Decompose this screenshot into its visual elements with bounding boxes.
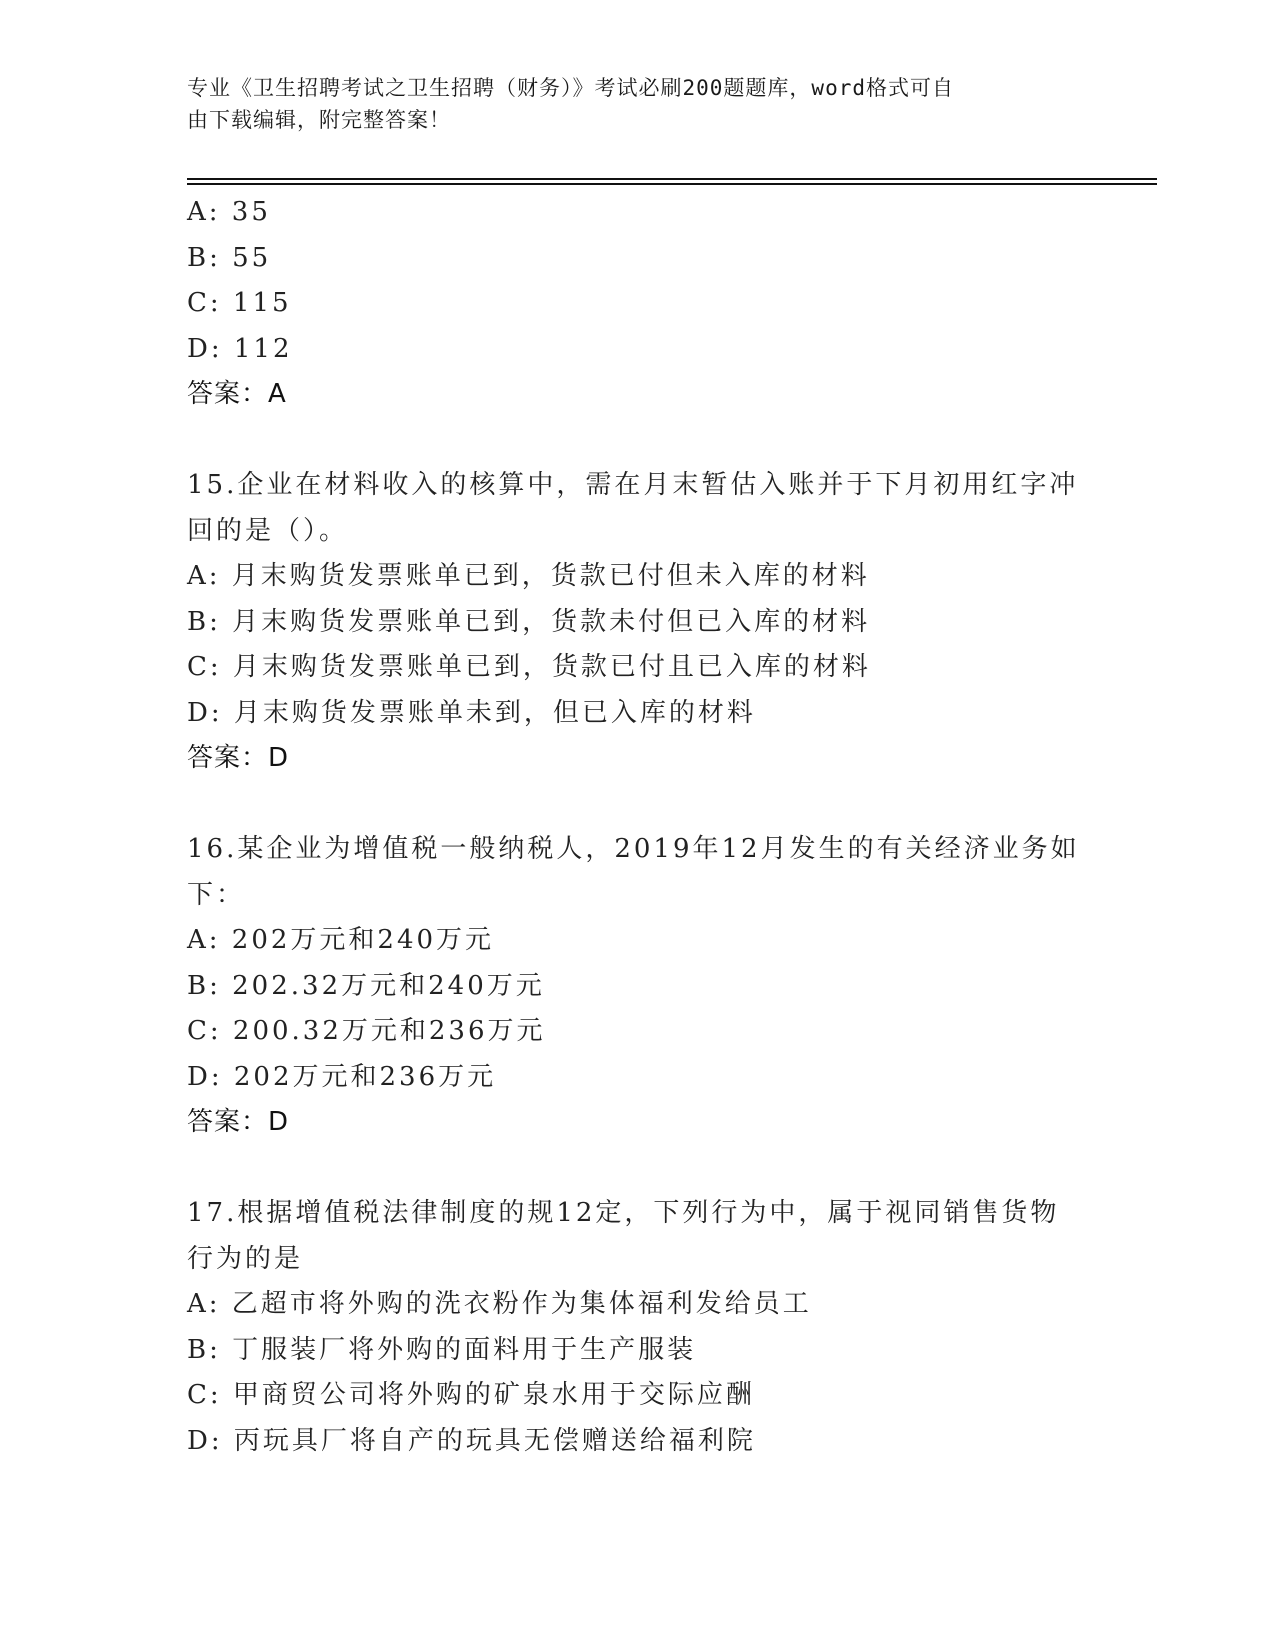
question-stem-line-2: 回的是（）。 [187,515,349,546]
question-14 [187,190,1087,418]
question-stem-line-2: 下： [187,879,246,910]
header-line-2: 由下载编辑，附完整答案！ [187,108,451,132]
option-c: C: 甲商贸公司将外购的矿泉水用于交际应酬 [187,1380,755,1410]
document-header [187,72,1067,136]
header-divider-top [187,178,1157,180]
option-b: B: 55 [187,242,272,273]
option-a: A: 乙超市将外购的洗衣粉作为集体福利发给员工 [187,1289,812,1319]
question-list [187,190,1087,1464]
option-c: C: 115 [187,288,292,318]
question-stem-line-2: 行为的是 [187,1243,304,1274]
spacer [187,782,1087,828]
option-c: C: 200.32万元和236万元 [187,1016,546,1046]
question-stem-line-1: 16.某企业为增值税一般纳税人，2019年12月发生的有关经济业务如 [187,834,1080,864]
option-a: A: 35 [187,197,271,227]
question-17 [187,1191,1087,1464]
spacer [187,418,1087,464]
spacer [187,1146,1087,1192]
option-d: D: 112 [187,333,293,364]
option-a: A: 202万元和240万元 [187,925,495,955]
header-divider-bottom [187,183,1157,185]
question-stem-line-1: 15.企业在材料收入的核算中，需在月末暂估入账并于下月初用红字冲 [187,470,1079,500]
question-stem-line-1: 17.根据增值税法律制度的规12定，下列行为中，属于视同销售货物 [187,1198,1060,1228]
option-b: B: 丁服装厂将外购的面料用于生产服装 [187,1334,697,1365]
answer-line: 答案：D [187,1107,290,1137]
answer-line: 答案：A [187,379,287,409]
option-d: D: 月末购货发票账单未到，但已入库的材料 [187,697,756,728]
question-15 [187,463,1087,782]
question-16 [187,827,1087,1146]
option-a: A: 月末购货发票账单已到，货款已付但未入库的材料 [187,561,870,591]
answer-line: 答案：D [187,743,290,773]
option-b: B: 202.32万元和240万元 [187,970,545,1001]
option-c: C: 月末购货发票账单已到，货款已付且已入库的材料 [187,652,871,682]
option-d: D: 202万元和236万元 [187,1061,497,1092]
option-d: D: 丙玩具厂将自产的玩具无偿赠送给福利院 [187,1425,756,1456]
option-b: B: 月末购货发票账单已到，货款未付但已入库的材料 [187,606,871,637]
header-line-1: 专业《卫生招聘考试之卫生招聘（财务）》考试必刷200题题库，word格式可自 [187,76,954,100]
